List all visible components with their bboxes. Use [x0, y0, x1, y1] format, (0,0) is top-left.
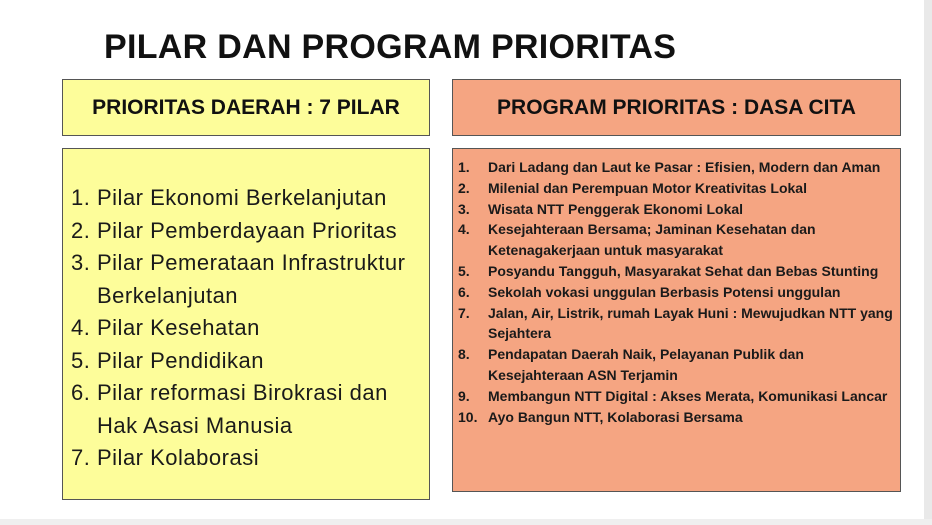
pillar-number: 4. [71, 315, 91, 340]
program-number: 1. [458, 159, 470, 175]
pillar-item [71, 215, 423, 248]
program-item [458, 178, 894, 199]
program-number: 6. [458, 283, 470, 300]
program-number: 3. [458, 200, 470, 217]
program-text: Dari Ladang dan Laut ke Pasar : Efisien, Modern dan Aman [488, 159, 881, 175]
pillar-item [71, 345, 423, 378]
program-item [458, 282, 894, 303]
program-panel [452, 148, 901, 492]
pillar-item [71, 377, 423, 442]
pillar-number: 6. [71, 380, 91, 405]
program-text: Pendapatan Daerah Naik, Pelayanan Publik dan Kesejahteraan ASN Terjamin [488, 346, 804, 383]
program-number: 2. [458, 179, 470, 196]
program-text: Sekolah vokasi unggulan Berbasis Potensi unggulan [488, 283, 841, 300]
program-text: Posyandu Tangguh, Masyarakat Sehat dan Bebas Stunting [488, 262, 879, 279]
pillar-number: 3. [71, 250, 91, 275]
pillar-text: Pilar Pendidikan [97, 347, 264, 373]
slide-title: PILAR DAN PROGRAM PRIORITAS [104, 28, 677, 66]
program-number: 8. [458, 346, 470, 363]
pillar-text: Pilar Ekonomi Berkelanjutan [97, 185, 387, 210]
program-item [458, 261, 894, 282]
pillar-text: Pilar Kesehatan [97, 315, 260, 340]
program-item [458, 303, 894, 345]
pillar-item [71, 247, 423, 312]
pillar-number: 2. [71, 217, 91, 243]
right-header-label: PROGRAM PRIORITAS : DASA CITA [497, 95, 856, 119]
left-header-box [62, 79, 430, 136]
pillar-number: 1. [71, 185, 91, 210]
program-number: 9. [458, 387, 470, 404]
program-item [458, 199, 894, 220]
left-header-label: PRIORITAS DAERAH : 7 PILAR [92, 95, 400, 119]
right-header-box [452, 79, 901, 136]
program-text: Milenial dan Perempuan Motor Kreativitas Lokal [488, 179, 807, 196]
program-item [458, 386, 894, 407]
right-edge-shade [924, 0, 932, 525]
pillar-panel [62, 148, 430, 500]
pillar-item [71, 442, 423, 475]
pillar-text: Pilar reformasi Birokrasi dan Hak Asasi Manusia [97, 380, 388, 438]
program-number: 10. [458, 408, 478, 425]
program-item [458, 219, 894, 261]
program-text: Ayo Bangun NTT, Kolaborasi Bersama [488, 408, 743, 425]
pillar-text: Pilar Pemerataan Infrastruktur Berkelanjutan [97, 250, 406, 308]
program-list [458, 157, 894, 427]
program-text: Kesejahteraan Bersama; Jaminan Kesehatan dan Ketenagakerjaan untuk masyarakat [488, 221, 816, 259]
pillar-text: Pilar Kolaborasi [97, 445, 260, 470]
pillar-number: 5. [71, 347, 91, 373]
program-text: Wisata NTT Penggerak Ekonomi Lokal [488, 200, 744, 217]
program-text: Jalan, Air, Listrik, rumah Layak Huni : Mewujudkan NTT yang Sejahtera [488, 304, 893, 342]
program-number: 5. [458, 262, 470, 279]
pillar-text: Pilar Pemberdayaan Prioritas [97, 217, 398, 243]
bottom-edge-shade [0, 519, 932, 525]
pillar-item [71, 182, 423, 215]
program-number: 7. [458, 304, 470, 321]
pillar-item [71, 312, 423, 345]
program-text: Membangun NTT Digital : Akses Merata, Komunikasi Lancar [488, 387, 888, 404]
program-item [458, 157, 894, 178]
program-item [458, 407, 894, 428]
pillar-number: 7. [71, 445, 91, 470]
program-number: 4. [458, 221, 470, 238]
pillar-list [71, 182, 423, 475]
program-item [458, 344, 894, 386]
